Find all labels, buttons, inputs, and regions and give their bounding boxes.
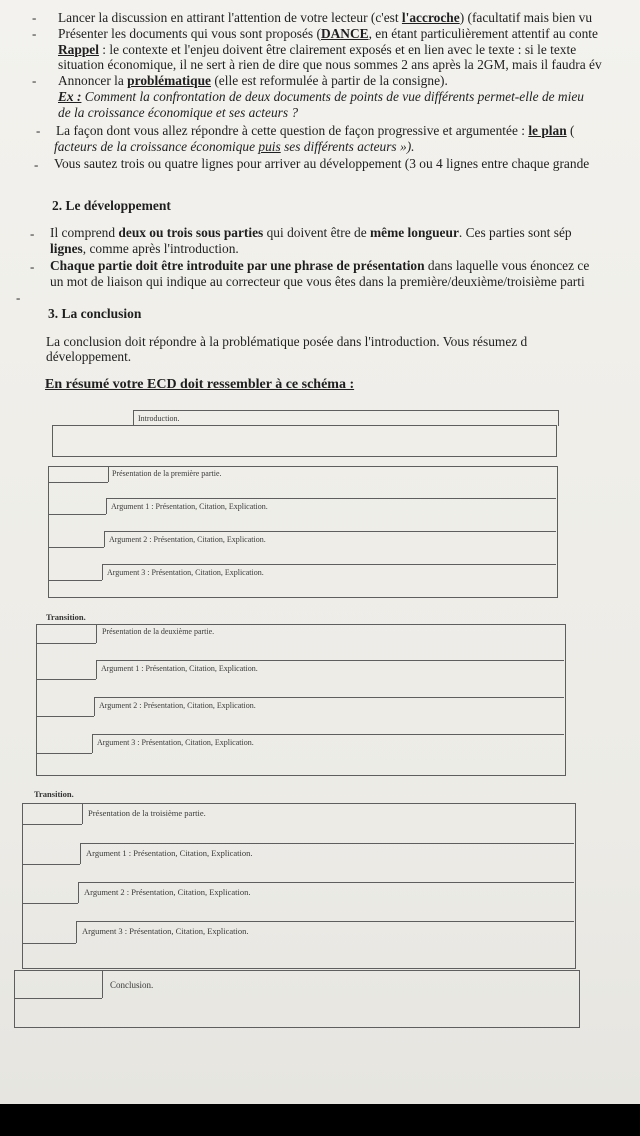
- schema-part2-arg2: Argument 2 : Présentation, Citation, Explication.: [99, 701, 256, 710]
- section-heading: 2. Le développement: [52, 198, 171, 213]
- text-line: Présenter les documents qui vous sont proposés (DANCE, en étant particulièrement attentif au conte: [58, 26, 598, 41]
- text-line: Chaque partie doit être introduite par une phrase de présentation dans laquelle vous énoncez ce: [50, 258, 590, 273]
- text-line: de la croissance économique et ses acteurs ?: [58, 105, 299, 120]
- text-line: facteurs de la croissance économique puis ses différents acteurs »).: [54, 139, 415, 154]
- schema-part2-arg1: Argument 1 : Présentation, Citation, Explication.: [101, 664, 258, 673]
- text-line: développement.: [46, 349, 132, 364]
- text-line: La conclusion doit répondre à la problématique posée dans l'introduction. Vous résumez d: [46, 334, 528, 349]
- schema-part3-arg1: Argument 1 : Présentation, Citation, Explication.: [86, 848, 253, 858]
- schema-part2-presentation: Présentation de la deuxième partie.: [102, 627, 215, 636]
- schema-intro-label: Introduction.: [133, 410, 559, 426]
- bullet-dash: -: [30, 226, 35, 241]
- schema-transition-2: Transition.: [34, 789, 74, 799]
- text-line: Il comprend deux ou trois sous parties qui doivent être de même longueur. Ces parties sont sép: [50, 225, 572, 240]
- text-line: situation économique, il ne sert à rien de dire que nous sommes 2 ans après la 2GM, mais il faudra év: [58, 57, 602, 72]
- schema-part2-arg3: Argument 3 : Présentation, Citation, Explication.: [97, 738, 254, 747]
- bullet-dash: -: [32, 73, 37, 88]
- text-line: un mot de liaison qui indique au correcteur que vous êtes dans la première/deuxième/troisième parti: [50, 274, 585, 289]
- schema-conclusion-label: Conclusion.: [110, 980, 154, 990]
- schema-transition-1: Transition.: [46, 612, 86, 622]
- schema-part3-arg2: Argument 2 : Présentation, Citation, Explication.: [84, 887, 251, 897]
- text-line: Lancer la discussion en attirant l'attention de votre lecteur (c'est l'accroche) (facultatif mais bien vu: [58, 10, 593, 25]
- schema-part1-arg3: Argument 3 : Présentation, Citation, Explication.: [107, 568, 264, 577]
- bullet-dash: -: [32, 26, 37, 41]
- bullet-dash: -: [16, 290, 21, 305]
- text-line: Vous sautez trois ou quatre lignes pour arriver au développement (3 ou 4 lignes entre chaque grande: [54, 156, 590, 171]
- schema-part1-arg1: Argument 1 : Présentation, Citation, Explication.: [111, 502, 268, 511]
- bottom-shadow: [0, 1104, 640, 1136]
- text-line: La façon dont vous allez répondre à cette question de façon progressive et argumentée : le plan (: [56, 123, 575, 138]
- bullet-dash: -: [30, 259, 35, 274]
- schema-step: [52, 425, 134, 427]
- schema-part3-presentation: Présentation de la troisième partie.: [88, 808, 206, 818]
- text-line: lignes, comme après l'introduction.: [50, 241, 239, 256]
- schema-part3-arg3: Argument 3 : Présentation, Citation, Explication.: [82, 926, 249, 936]
- summary-title: En résumé votre ECD doit ressembler à ce schéma :: [45, 377, 355, 392]
- schema-intro-box: [52, 425, 557, 457]
- schema-part1-arg2: Argument 2 : Présentation, Citation, Explication.: [109, 535, 266, 544]
- text-line: Annoncer la problématique (elle est reformulée à partir de la consigne).: [58, 73, 448, 88]
- text-line: Rappel : le contexte et l'enjeu doivent être clairement exposés et en lien avec le texte : si le texte: [58, 42, 577, 57]
- bullet-dash: -: [36, 123, 41, 138]
- bullet-dash: -: [34, 157, 39, 172]
- schema-part1-presentation: Présentation de la première partie.: [112, 469, 222, 478]
- section-heading: 3. La conclusion: [48, 306, 142, 321]
- bullet-dash: -: [32, 10, 37, 25]
- text-line: Ex : Comment la confrontation de deux documents de points de vue différents permet-elle de mieu: [58, 89, 584, 104]
